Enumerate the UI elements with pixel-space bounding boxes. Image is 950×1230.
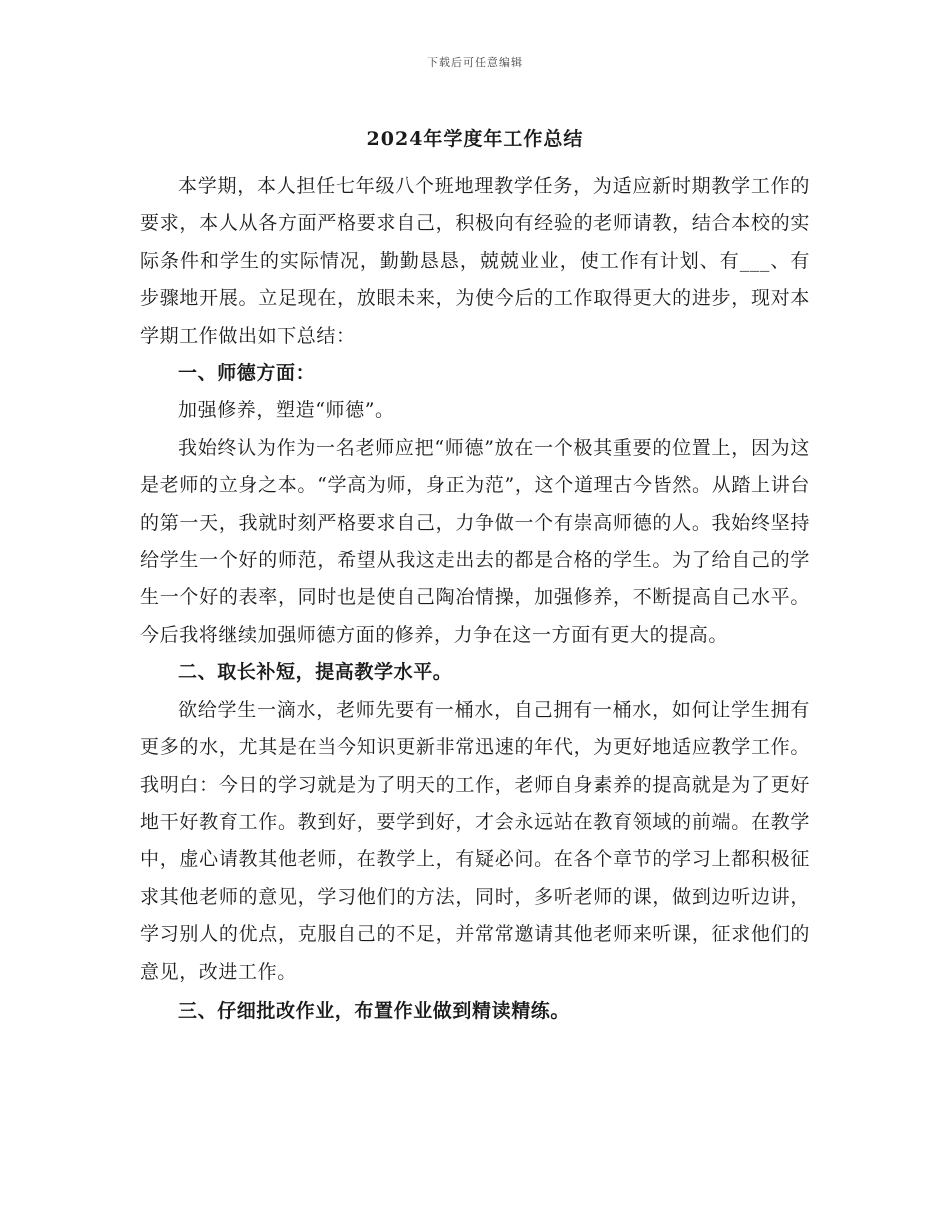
subheading-paragraph: 加强修养，塑造“师德”。 <box>178 399 395 422</box>
section-heading-3: 三、仔细批改作业，布置作业做到精读精练。 <box>178 999 571 1022</box>
document-body <box>140 168 810 1030</box>
intro-paragraph: 本学期，本人担任七年级八个班地理教学任务，为适应新时期教学工作的要求，本人从各方面严格要求自己，积极向有经验的老师请教，结合本校的实际条件和学生的实际情况，勤勤恳恳，兢兢业业，使工作有计划、有___、有步骤地开展。立足现在，放眼未来，为使今后的工作取得更大的进步，现对本学期工作做出如下总结： <box>140 175 810 347</box>
teaching-paragraph: 欲给学生一滴水，老师先要有一桶水，自己拥有一桶水，如何让学生拥有更多的水，尤其是在当今知识更新非常迅速的年代，为更好地适应教学工作。我明白：今日的学习就是为了明天的工作，老师自身素养的提高就是为了更好地干好教育工作。教到好，要学到好，才会永远站在教育领域的前端。在教学中，虚心请教其他老师，在教学上，有疑必问。在各个章节的学习上都积极征求其他老师的意见，学习他们的方法，同时，多听老师的课，做到边听边讲，学习别人的优点，克服自己的不足，并常常邀请其他老师来听课，征求他们的意见，改进工作。 <box>140 698 810 983</box>
header-note: 下载后可任意编辑 <box>427 56 523 69</box>
section-heading-2: 二、取长补短，提高教学水平。 <box>178 661 453 684</box>
ethics-paragraph: 我始终认为作为一名老师应把“师德”放在一个极其重要的位置上，因为这是老师的立身之本。“学高为师，身正为范”，这个道理古今皆然。从踏上讲台的第一天，我就时刻严格要求自己，力争做一个有崇高师德的人。我始终坚持给学生一个好的师范，希望从我这走出去的都是合格的学生。为了给自己的学生一个好的表率，同时也是使自己陶冶情操，加强修养，不断提高自己水平。今后我将继续加强师德方面的修养，力争在这一方面有更大的提高。 <box>140 436 810 646</box>
section-heading-1: 一、师德方面： <box>178 362 316 385</box>
document-title: 2024年学度年工作总结 <box>366 128 584 150</box>
